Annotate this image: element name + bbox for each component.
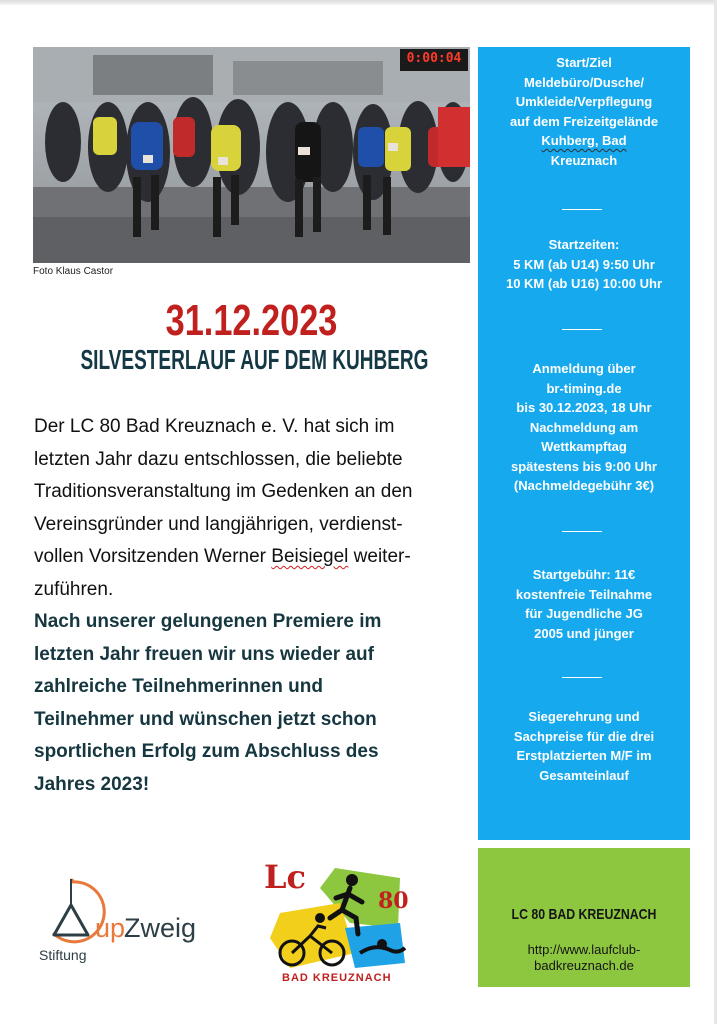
info-fee	[478, 565, 690, 643]
logo-city-text: BAD KREUZNACH	[282, 972, 392, 984]
info-line: Anmeldung über	[532, 361, 636, 376]
photo-credit: Foto Klaus Castor	[33, 266, 114, 277]
info-line	[478, 131, 690, 151]
upzweig-stiftung-logo	[35, 875, 215, 970]
description-line	[34, 541, 474, 574]
info-line: Nachmeldung am	[529, 419, 639, 435]
info-line: Umkleide/Verpflegung	[515, 94, 653, 109]
event-title: SILVESTERLAUF AUF DEM KUHBERG	[80, 344, 429, 375]
info-line: Start/Ziel	[556, 55, 612, 70]
info-line: Meldebüro/Dusche/	[524, 74, 644, 90]
url-line: http://www.laufclub-	[527, 942, 641, 957]
info-fragment: Kuhberg, Bad	[541, 133, 627, 148]
description-line: zuführen.	[34, 578, 114, 600]
description-line: letzten Jahr dazu entschlossen, die beliebte	[34, 448, 403, 470]
info-line: 10 KM (ab U16) 10:00 Uhr	[505, 276, 663, 291]
description-fragment: vollen Vorsitzenden Werner	[34, 546, 272, 567]
info-line: br-timing.de	[546, 380, 622, 396]
highlight-line: Jahres 2023!	[34, 773, 150, 795]
info-line: kostenfreie Teilnahme	[515, 586, 653, 602]
info-line: Erstplatzierten M/F im	[516, 748, 652, 763]
logo-zweig-text: Zweig	[124, 913, 197, 943]
highlight-line: Nach unserer gelungenen Premiere im	[34, 611, 382, 632]
highlight-line: sportlichen Erfolg zum Abschluss des	[34, 741, 379, 762]
info-line: Startzeiten:	[548, 237, 620, 252]
info-line: (Nachmeldegebühr 3€)	[513, 478, 655, 493]
event-date: 31.12.2023	[165, 296, 338, 345]
logo-up-text: up	[95, 913, 126, 943]
description-line: Der LC 80 Bad Kreuznach e. V. hat sich im	[34, 416, 395, 437]
logo-80-text: 80	[378, 888, 409, 914]
info-location	[478, 53, 690, 170]
info-awards	[478, 707, 690, 785]
url-line: badkreuznach.de	[534, 958, 634, 973]
misspelled-name: Beisiegel	[271, 546, 349, 567]
highlight-line: zahlreiche Teilnehmerinnen und	[34, 676, 323, 697]
info-divider	[562, 329, 602, 330]
info-registration	[478, 359, 690, 496]
runners-photo	[33, 47, 470, 263]
info-line: auf dem Freizeitgelände	[509, 113, 659, 129]
description-line: Vereinsgründer und langjährigen, verdienst-	[34, 513, 403, 535]
info-sidebar	[478, 47, 690, 840]
info-line: Sachpreise für die drei	[513, 728, 655, 744]
info-divider	[562, 531, 602, 532]
description-line: Traditionsveranstaltung im Gedenken an den	[34, 481, 413, 502]
logo-lc-text: Lc	[264, 858, 306, 896]
event-description	[34, 411, 474, 801]
description-fragment: weiter-	[348, 546, 411, 567]
info-line: Siegerehrung und	[528, 709, 640, 724]
info-line: Startgebühr: 11€	[532, 567, 636, 582]
info-line: Kreuznach	[550, 152, 618, 168]
info-divider	[562, 677, 602, 678]
window-top-edge	[0, 0, 717, 5]
info-line: 5 KM (ab U14) 9:50 Uhr	[513, 256, 655, 272]
info-line: für Jugendliche JG	[525, 606, 643, 621]
info-line: spätestens bis 9:00 Uhr	[511, 458, 657, 474]
highlight-line: letzten Jahr freuen wir uns wieder auf	[34, 643, 374, 665]
highlight-line: Teilnehmer und wünschen jetzt schon	[34, 708, 377, 730]
info-divider	[562, 209, 602, 210]
info-line: bis 30.12.2023, 18 Uhr	[516, 400, 652, 415]
club-name: LC 80 BAD KREUZNACH	[511, 906, 657, 923]
club-box	[478, 848, 690, 987]
info-start-times	[478, 235, 690, 294]
info-line: Wettkampftag	[541, 439, 627, 454]
info-line: 2005 und jünger	[534, 625, 634, 641]
race-clock-display: 0:00:04	[406, 51, 462, 66]
lc80-club-logo	[260, 858, 420, 988]
logo-stiftung-text: Stiftung	[39, 947, 87, 963]
info-line: Gesamteinlauf	[539, 767, 629, 783]
club-website-link[interactable]	[478, 942, 690, 974]
